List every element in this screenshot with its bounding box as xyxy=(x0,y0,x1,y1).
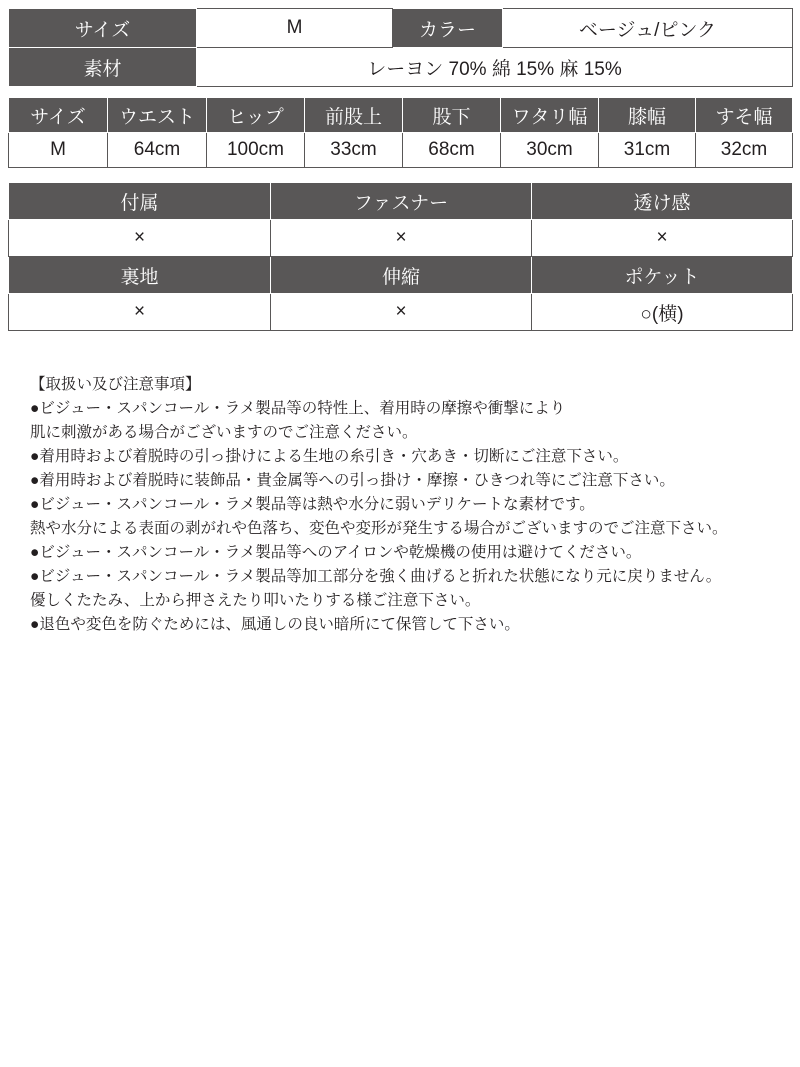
measure-value-front-rise: 33cm xyxy=(305,133,403,168)
measure-header-thigh-width: ワタリ幅 xyxy=(501,98,599,133)
care-note-line: 熱や水分による表面の剥がれや色落ち、変色や変形が発生する場合がございますのでご注意下さい。 xyxy=(30,520,728,538)
measure-value-waist: 64cm xyxy=(108,133,207,168)
table-row xyxy=(9,48,793,87)
care-note-line: ●着用時および着脱時の引っ掛けによる生地の糸引き・穴あき・切断にご注意下さい。 xyxy=(30,448,629,466)
table-row-values xyxy=(9,294,793,331)
measure-header-inseam: 股下 xyxy=(403,98,501,133)
detail-header-attachment: 付属 xyxy=(9,183,271,220)
spec-value-color: ベージュ/ピンク xyxy=(503,9,793,48)
detail-value-sheerness: × xyxy=(532,220,793,257)
measure-value-knee-width: 31cm xyxy=(599,133,696,168)
measurement-table xyxy=(8,97,793,168)
care-note-line: ●着用時および着脱時に装飾品・貴金属等への引っ掛け・摩擦・ひきつれ等にご注意下さい。 xyxy=(30,472,675,490)
spacer xyxy=(8,168,792,182)
care-note-line: ●ビジュー・スパンコール・ラメ製品等加工部分を強く曲げると折れた状態になり元に戻りません。 xyxy=(30,568,722,586)
detail-value-zipper: × xyxy=(271,220,532,257)
detail-value-stretch: × xyxy=(271,294,532,331)
detail-header-pocket: ポケット xyxy=(532,257,793,294)
table-row-headers xyxy=(9,98,793,133)
measure-header-hip: ヒップ xyxy=(207,98,305,133)
detail-value-attachment: × xyxy=(9,220,271,257)
care-notes-title: 【取扱い及び注意事項】 xyxy=(30,376,201,393)
care-note-line: 優しくたたみ、上から押さえたり叩いたりする様ご注意下さい。 xyxy=(30,592,481,610)
detail-header-zipper: ファスナー xyxy=(271,183,532,220)
measure-header-size: サイズ xyxy=(9,98,108,133)
spec-label-size: サイズ xyxy=(9,9,197,48)
measure-value-hip: 100cm xyxy=(207,133,305,168)
measure-header-waist: ウエスト xyxy=(108,98,207,133)
table-row-values xyxy=(9,220,793,257)
measure-value-thigh-width: 30cm xyxy=(501,133,599,168)
table-row-values xyxy=(9,133,793,168)
care-note-line: ●ビジュー・スパンコール・ラメ製品等の特性上、着用時の摩擦や衝撃により xyxy=(30,400,566,418)
measure-value-hem-width: 32cm xyxy=(696,133,793,168)
care-note-line: ●ビジュー・スパンコール・ラメ製品等は熱や水分に弱いデリケートな素材です。 xyxy=(30,496,595,514)
detail-value-lining: × xyxy=(9,294,271,331)
measure-header-front-rise: 前股上 xyxy=(305,98,403,133)
detail-header-sheerness: 透け感 xyxy=(532,183,793,220)
detail-header-stretch: 伸縮 xyxy=(271,257,532,294)
care-notes xyxy=(8,373,792,637)
detail-table xyxy=(8,182,793,331)
measure-value-inseam: 68cm xyxy=(403,133,501,168)
measure-value-size: M xyxy=(9,133,108,168)
care-note-line: ●ビジュー・スパンコール・ラメ製品等へのアイロンや乾燥機の使用は避けてください。 xyxy=(30,544,642,562)
care-note-line: ●退色や変色を防ぐためには、風通しの良い暗所にて保管して下さい。 xyxy=(30,616,520,634)
measure-header-hem-width: すそ幅 xyxy=(696,98,793,133)
spec-value-material: レーヨン 70% 綿 15% 麻 15% xyxy=(197,48,793,87)
measure-header-knee-width: 膝幅 xyxy=(599,98,696,133)
detail-value-pocket: ○(横) xyxy=(532,294,793,331)
spec-table xyxy=(8,8,793,87)
table-row-headers xyxy=(9,183,793,220)
spec-label-material: 素材 xyxy=(9,48,197,87)
spacer xyxy=(8,87,792,97)
detail-header-lining: 裏地 xyxy=(9,257,271,294)
spec-label-color: カラー xyxy=(393,9,503,48)
care-note-line: 肌に刺激がある場合がございますのでご注意ください。 xyxy=(30,424,418,442)
table-row xyxy=(9,9,793,48)
spec-value-size: M xyxy=(197,9,393,48)
table-row-headers xyxy=(9,257,793,294)
